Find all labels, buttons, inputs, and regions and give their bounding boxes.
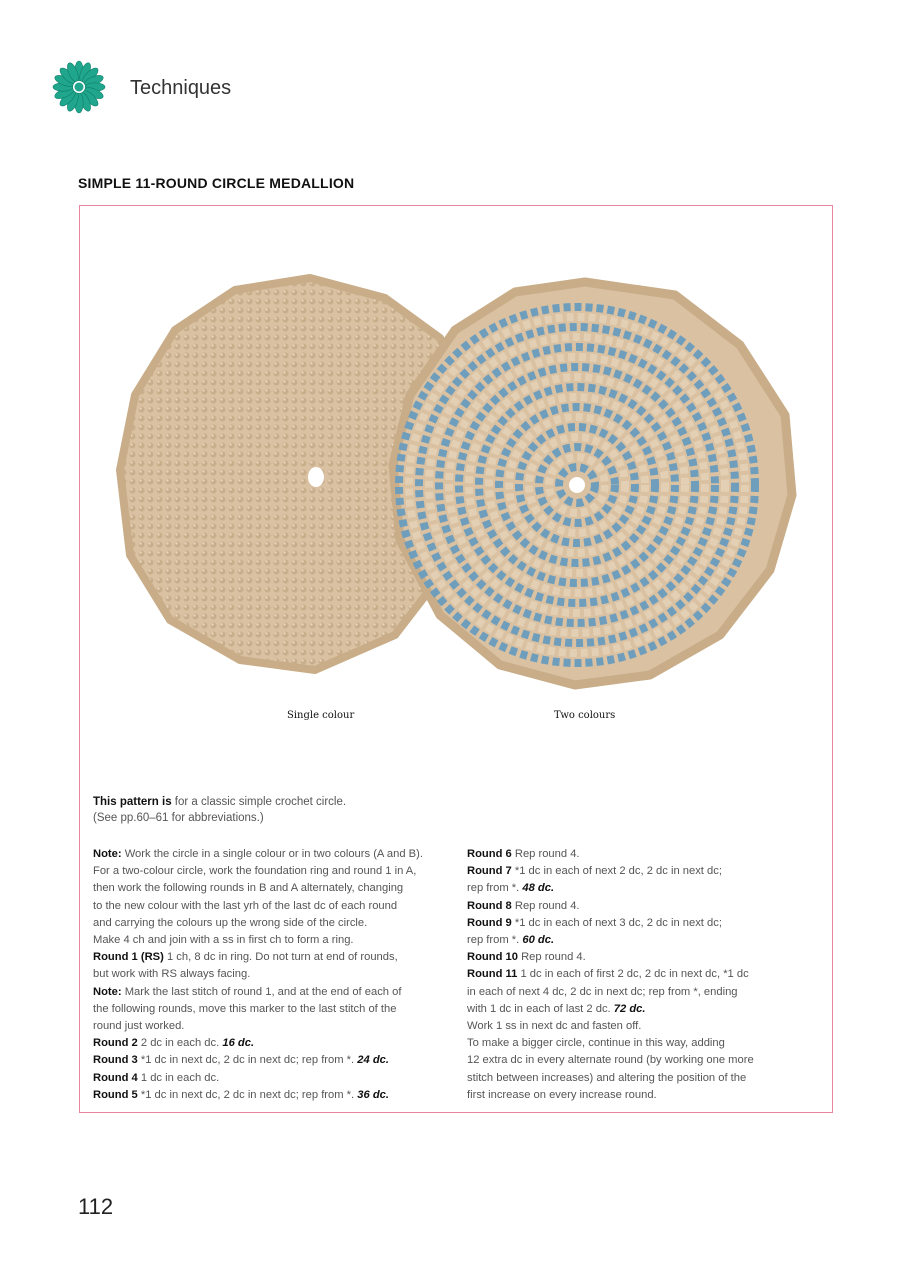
instruction-line — [467, 846, 812, 863]
instruction-line — [93, 863, 453, 880]
round-label: Round 7 — [467, 865, 512, 878]
instruction-line — [467, 1018, 812, 1035]
instruction-text: then work the following rounds in B and A alternately, changing — [93, 882, 404, 895]
intro-lead: This pattern is — [93, 796, 172, 808]
page-heading: SIMPLE 11-ROUND CIRCLE MEDALLION — [78, 175, 355, 191]
instruction-text: round just worked. — [93, 1020, 185, 1033]
instruction-text: 2 dc in each dc. — [137, 1037, 223, 1050]
round-label: Note: — [93, 848, 122, 860]
stitch-count: 60 dc. — [522, 934, 555, 947]
round-label: Round 3 — [93, 1054, 138, 1067]
stitch-count: 72 dc. — [613, 1002, 646, 1015]
instruction-text: Work the circle in a single colour or in two colours (A and B). — [121, 848, 423, 860]
instruction-text: Mark the last stitch of round 1, and at the end of each of — [121, 985, 402, 998]
instruction-line — [93, 898, 453, 915]
instruction-text: Rep round 4. — [511, 899, 580, 912]
instruction-text: the following rounds, move this marker to the last stitch of the — [93, 1002, 397, 1015]
instruction-text: to the new colour with the last yrh of the last dc of each round — [93, 899, 398, 912]
instruction-text: Make 4 ch and join with a ss in first ch to form a ring. — [93, 934, 354, 947]
instruction-line — [467, 1052, 812, 1069]
instruction-text: 1 dc in each dc. — [137, 1071, 220, 1084]
section-title: Techniques — [130, 77, 232, 99]
instruction-line — [467, 880, 812, 897]
instruction-text: 1 dc in each of first 2 dc, 2 dc in next dc, *1 dc — [517, 968, 749, 981]
instruction-text: and carrying the colours up the wrong side of the circle. — [93, 916, 368, 929]
instruction-text: Work 1 ss in next dc and fasten off. — [467, 1020, 642, 1033]
flower-logo-icon — [52, 60, 106, 114]
instruction-line — [467, 898, 812, 915]
round-label: Round 2 — [93, 1037, 138, 1050]
round-label: Note: — [93, 985, 122, 998]
instructions-right-column — [467, 846, 812, 1104]
instruction-text: stitch between increases) and altering the position of the — [467, 1071, 747, 1084]
instruction-line — [93, 1018, 453, 1035]
stitch-count: 36 dc. — [357, 1088, 389, 1101]
stitch-count: 48 dc. — [522, 882, 555, 895]
instruction-line — [467, 1087, 812, 1104]
instruction-text: Rep round 4. — [517, 951, 586, 964]
instruction-text: rep from *. — [467, 934, 523, 947]
instruction-line — [93, 1052, 453, 1069]
two-colour-circle — [393, 282, 792, 685]
intro-rest: for a classic simple crochet circle. — [171, 796, 347, 808]
instruction-line — [93, 1035, 453, 1052]
round-label: Round 5 — [93, 1088, 138, 1101]
round-label: Round 6 — [467, 848, 512, 860]
instruction-line — [93, 880, 453, 897]
instruction-text: but work with RS always facing. — [93, 968, 251, 981]
instruction-line — [93, 949, 453, 966]
round-label: Round 8 — [467, 899, 512, 912]
round-label: Round 1 (RS) — [93, 951, 164, 964]
round-label: Round 4 — [93, 1071, 138, 1084]
instruction-line — [467, 1001, 812, 1018]
instruction-line — [467, 932, 812, 949]
caption-single-colour: Single colour — [287, 710, 355, 721]
instruction-text: Rep round 4. — [511, 848, 580, 860]
instruction-line — [93, 1087, 453, 1104]
stitch-count: 24 dc. — [357, 1054, 389, 1067]
instruction-text: rep from *. — [467, 882, 523, 895]
instruction-line — [467, 863, 812, 880]
crochet-circles-image — [110, 270, 800, 700]
instruction-line — [467, 915, 812, 932]
instruction-text: For a two-colour circle, work the foundation ring and round 1 in A, — [93, 865, 417, 878]
round-label: Round 9 — [467, 916, 512, 929]
instruction-line — [93, 932, 453, 949]
instruction-text: *1 dc in each of next 2 dc, 2 dc in next dc; — [511, 865, 722, 878]
instruction-text: *1 dc in each of next 3 dc, 2 dc in next dc; — [511, 916, 722, 929]
intro-abbreviations: (See pp.60–61 for abbreviations.) — [93, 812, 264, 824]
instruction-text: with 1 dc in each of last 2 dc. — [467, 1002, 614, 1015]
instructions-left-column — [93, 846, 453, 1104]
round-label: Round 11 — [467, 968, 518, 981]
caption-two-colours: Two colours — [554, 710, 616, 721]
instruction-text: *1 dc in next dc, 2 dc in next dc; rep from *. — [137, 1088, 358, 1101]
instruction-line — [93, 966, 453, 983]
page-number: 112 — [78, 1194, 114, 1219]
instruction-text: *1 dc in next dc, 2 dc in next dc; rep from *. — [137, 1054, 358, 1067]
instruction-text: To make a bigger circle, continue in this way, adding — [467, 1037, 725, 1050]
intro-text — [93, 794, 346, 826]
instruction-line — [93, 984, 453, 1001]
instruction-line — [467, 1070, 812, 1087]
instruction-line — [467, 966, 812, 983]
instruction-line — [467, 984, 812, 1001]
instruction-text: first increase on every increase round. — [467, 1088, 657, 1101]
instruction-line — [93, 1001, 453, 1018]
instruction-line — [93, 846, 453, 863]
round-label: Round 10 — [467, 951, 518, 964]
stitch-count: 16 dc. — [222, 1037, 255, 1050]
instruction-text: 1 ch, 8 dc in ring. Do not turn at end of rounds, — [163, 951, 398, 964]
instruction-line — [467, 949, 812, 966]
instruction-line — [467, 1035, 812, 1052]
instruction-text: in each of next 4 dc, 2 dc in next dc; rep from *, ending — [467, 985, 738, 998]
instruction-line — [93, 915, 453, 932]
instruction-text: 12 extra dc in every alternate round (by working one more — [467, 1054, 754, 1067]
instruction-line — [93, 1070, 453, 1087]
